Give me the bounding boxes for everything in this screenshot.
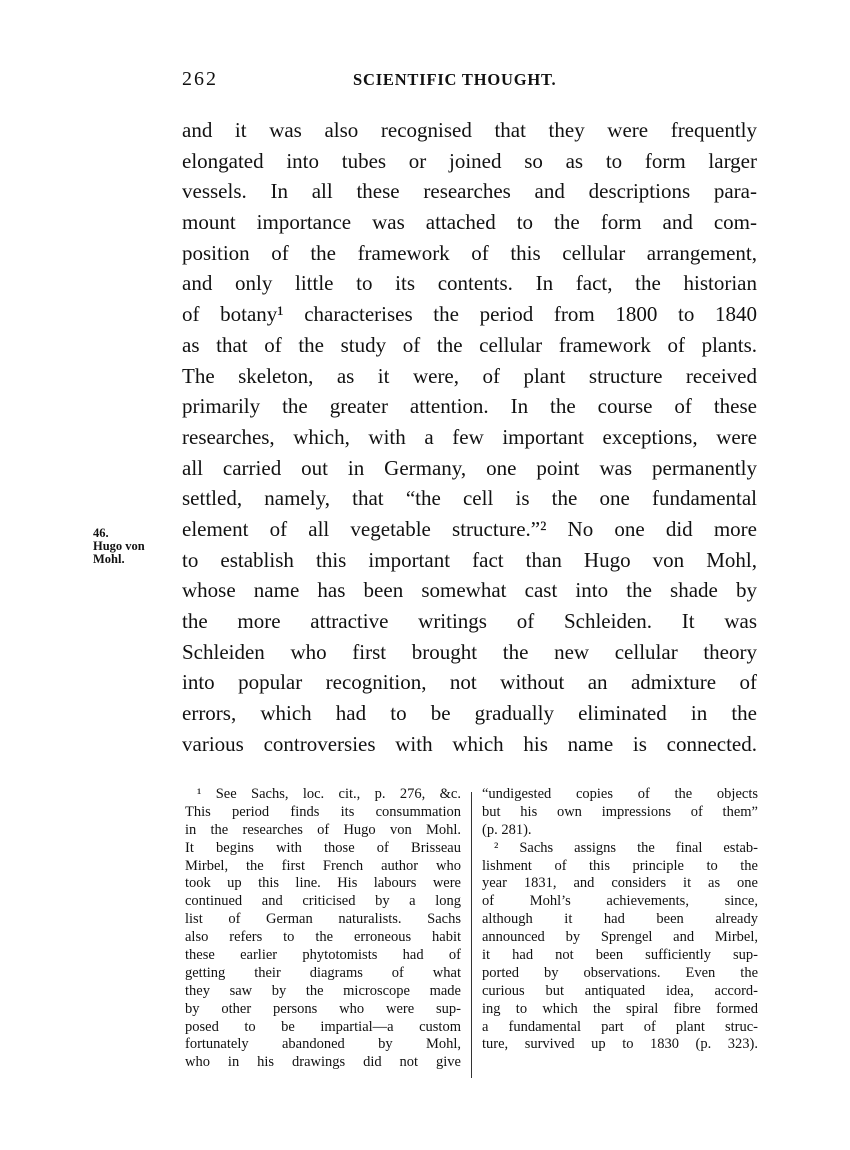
margin-note-line: 46. xyxy=(93,526,109,540)
body-line: all carried out in Germany, one point was permanently xyxy=(182,455,757,480)
body-line: and only little to its contents. In fact, the historian xyxy=(182,271,757,296)
body-line: element of all vegetable structure.”² No one did more xyxy=(182,516,757,541)
body-line: into popular recognition, not without an admixture of xyxy=(182,670,757,695)
footnote-line: It begins with those of Brisseau xyxy=(185,839,461,856)
body-line: the more attractive writings of Schleiden. It was xyxy=(182,609,757,633)
footnote-line: list of German naturalists. Sachs xyxy=(185,911,461,928)
page-number: 262 xyxy=(182,68,218,90)
body-line: errors, which had to be gradually eliminated in the xyxy=(182,701,757,726)
footnote-line: these earlier phytotomists had of xyxy=(185,947,461,964)
body-text xyxy=(182,115,757,759)
margin-note-line: Mohl. xyxy=(93,552,125,566)
footnote-line: ing to which the spiral fibre formed xyxy=(482,1000,758,1017)
body-line: elongated into tubes or joined so as to form larger xyxy=(182,148,757,173)
footnote-line: fortunately abandoned by Mohl, xyxy=(185,1036,461,1053)
body-line: vessels. In all these researches and descriptions para- xyxy=(182,179,757,204)
body-line: The skeleton, as it were, of plant structure received xyxy=(182,363,757,388)
body-line: settled, namely, that “the cell is the one fundamental xyxy=(182,486,757,511)
footnote-line: but his own impressions of them” xyxy=(482,803,758,820)
footnote-line: posed to be impartial—a custom xyxy=(185,1018,461,1035)
footnote-line: announced by Sprengel and Mirbel, xyxy=(482,929,758,946)
footnote-line: a fundamental part of plant struc- xyxy=(482,1018,758,1035)
body-line: position of the framework of this cellular arrangement, xyxy=(182,240,757,265)
body-line: researches, which, with a few important exceptions, were xyxy=(182,424,757,449)
margin-note-line: Hugo von xyxy=(93,539,145,553)
footnote-line: ture, survived up to 1830 (p. 323). xyxy=(482,1036,758,1053)
footnote-line: in the researches of Hugo von Mohl. xyxy=(185,821,461,838)
running-title: SCIENTIFIC THOUGHT. xyxy=(353,70,557,89)
footnotes xyxy=(185,786,757,1076)
footnote-line: took up this line. His labours were xyxy=(185,875,461,892)
footnote-line: by other persons who were sup- xyxy=(185,1000,461,1017)
footnote-line: year 1831, and considers it as one xyxy=(482,875,758,892)
footnote-line: Mirbel, the first French author who xyxy=(185,857,461,874)
footnote-line: getting their diagrams of what xyxy=(185,964,461,981)
body-line: primarily the greater attention. In the course of these xyxy=(182,394,757,419)
footnote-column-right xyxy=(482,786,758,1054)
footnote-line: (p. 281). xyxy=(482,821,532,838)
body-line: various controversies with which his name is connected. xyxy=(182,731,757,756)
body-line: to establish this important fact than Hugo von Mohl, xyxy=(182,547,757,572)
footnote-column-left xyxy=(185,786,461,1072)
body-line: Schleiden who first brought the new cellular theory xyxy=(182,639,757,664)
body-line: and it was also recognised that they were frequently xyxy=(182,118,757,142)
footnote-line: ¹ See Sachs, loc. cit., p. 276, &c. xyxy=(197,786,461,802)
footnote-line: also refers to the erroneous habit xyxy=(185,929,461,946)
footnote-line: This period finds its consummation xyxy=(185,803,461,820)
footnote-line: they saw by the microscope made xyxy=(185,982,461,999)
footnote-line: of Mohl’s achievements, since, xyxy=(482,893,758,910)
margin-note xyxy=(93,527,163,566)
footnote-line: “undigested copies of the objects xyxy=(482,786,758,802)
footnote-line: ² Sachs assigns the final estab- xyxy=(494,839,758,856)
footnote-line: it had not been sufficiently sup- xyxy=(482,947,758,964)
footnote-column-divider xyxy=(471,792,472,1078)
body-line: whose name has been somewhat cast into the shade by xyxy=(182,578,757,603)
footnote-line: continued and criticised by a long xyxy=(185,893,461,910)
footnote-line: although it had been already xyxy=(482,911,758,928)
footnote-line: lishment of this principle to the xyxy=(482,857,758,874)
footnote-line: who in his drawings did not give xyxy=(185,1054,461,1071)
body-line: of botany¹ characterises the period from 1800 to 1840 xyxy=(182,302,757,327)
body-line: mount importance was attached to the form and com- xyxy=(182,210,757,235)
running-head xyxy=(182,68,754,94)
footnote-line: curious but antiquated idea, accord- xyxy=(482,982,758,999)
body-line: as that of the study of the cellular framework of plants. xyxy=(182,332,757,357)
footnote-line: ported by observations. Even the xyxy=(482,964,758,981)
